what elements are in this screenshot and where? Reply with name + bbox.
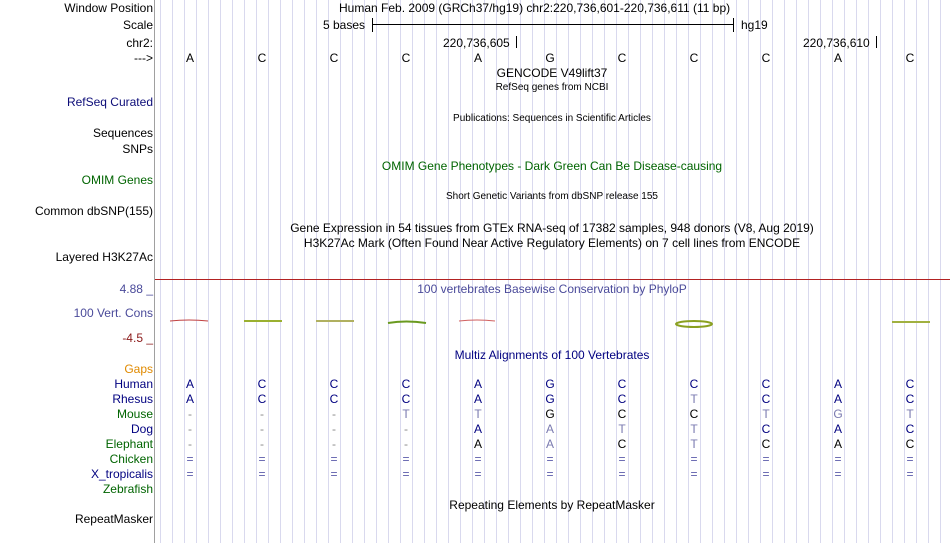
cons-mark-6	[676, 321, 712, 327]
alignment-base: =	[546, 467, 554, 481]
grid-line	[304, 0, 305, 543]
grid-line	[448, 0, 449, 543]
grid-line	[820, 0, 821, 543]
alignment-base: -	[404, 422, 408, 436]
alignment-base: C	[761, 377, 771, 391]
track-label-dbsnp[interactable]: Common dbSNP(155)	[34, 204, 153, 218]
grid-line	[652, 0, 653, 543]
track-label-refseq[interactable]: RefSeq Curated	[66, 95, 153, 109]
grid-line	[472, 0, 473, 543]
alignment-base: C	[689, 377, 699, 391]
alignment-base: =	[690, 452, 698, 466]
alignment-base: C	[401, 392, 411, 406]
alignment-base: =	[258, 467, 266, 481]
grid-line	[688, 0, 689, 543]
grid-line	[736, 0, 737, 543]
alignment-base: A	[833, 422, 843, 436]
alignment-base: =	[618, 467, 626, 481]
h3k27ac-baseline	[155, 279, 950, 280]
reference-base: C	[257, 51, 267, 65]
h3k27ac-track-title: H3K27Ac Mark (Often Found Near Active Regulatory Elements) on 7 cell lines from ENCODE	[303, 236, 801, 250]
alignment-base: =	[402, 452, 410, 466]
alignment-base: -	[332, 422, 336, 436]
alignment-base: G	[545, 392, 555, 406]
alignment-base: G	[545, 377, 555, 391]
grid-line	[628, 0, 629, 543]
alignment-base: T	[618, 422, 626, 436]
species-label[interactable]: Elephant	[105, 437, 153, 451]
alignment-base: C	[617, 437, 627, 451]
alignment-base: C	[257, 377, 267, 391]
alignment-base: A	[833, 437, 843, 451]
species-label[interactable]: X_tropicalis	[90, 467, 153, 481]
species-label[interactable]: Dog	[130, 422, 153, 436]
alignment-base: A	[833, 377, 843, 391]
alignment-base: T	[690, 422, 698, 436]
alignment-base: A	[545, 437, 555, 451]
alignment-base: =	[474, 467, 482, 481]
grid-line	[316, 0, 317, 543]
grid-line	[364, 0, 365, 543]
alignment-base: C	[905, 422, 915, 436]
alignment-base: =	[402, 467, 410, 481]
grid-line	[904, 0, 905, 543]
coordinate-label-1: 220,736,605	[443, 36, 510, 50]
window-position-text: Human Feb. 2009 (GRCh37/hg19) chr2:220,736,601-220,736,611 (11 bp)	[339, 1, 731, 15]
alignment-base: C	[761, 392, 771, 406]
alignment-base: C	[761, 437, 771, 451]
grid-line	[700, 0, 701, 543]
scale-bar-right-tick	[733, 18, 734, 32]
alignment-base: -	[332, 437, 336, 451]
alignment-base: =	[474, 452, 482, 466]
reference-base: G	[545, 51, 555, 65]
grid-line	[784, 0, 785, 543]
reference-base: A	[473, 51, 483, 65]
publications-track-title: Publications: Sequences in Scientific Articles	[453, 113, 651, 124]
grid-line	[256, 0, 257, 543]
grid-line	[292, 0, 293, 543]
gtex-track-title: Gene Expression in 54 tissues from GTEx RNA-seq of 17382 samples, 948 donors (V8, Aug 2019)	[290, 221, 814, 235]
assembly-label: hg19	[741, 18, 768, 32]
grid-line	[280, 0, 281, 543]
alignment-base: -	[332, 407, 336, 421]
alignment-base: =	[762, 467, 770, 481]
grid-line	[160, 0, 161, 543]
reference-base: C	[329, 51, 339, 65]
alignment-base: =	[906, 452, 914, 466]
grid-line	[172, 0, 173, 543]
alignment-base: A	[833, 392, 843, 406]
alignment-base: C	[905, 392, 915, 406]
alignment-base: C	[257, 392, 267, 406]
coordinate-tick-2	[876, 36, 877, 48]
alignment-base: =	[258, 452, 266, 466]
grid-line	[760, 0, 761, 543]
alignment-base: -	[260, 437, 264, 451]
alignment-base: T	[762, 407, 770, 421]
alignment-base: =	[834, 452, 842, 466]
label-window-position: Window Position	[64, 1, 153, 15]
grid-line	[232, 0, 233, 543]
grid-line	[724, 0, 725, 543]
alignment-base: -	[404, 437, 408, 451]
alignment-base: G	[833, 407, 843, 421]
grid-line	[484, 0, 485, 543]
grid-line	[616, 0, 617, 543]
alignment-base: C	[689, 407, 699, 421]
cons-scale-min: -4.5 _	[122, 331, 153, 345]
alignment-base: C	[617, 377, 627, 391]
alignment-base: C	[905, 437, 915, 451]
grid-line	[424, 0, 425, 543]
grid-line	[220, 0, 221, 543]
species-label[interactable]: Mouse	[116, 407, 153, 421]
alignment-base: =	[186, 467, 194, 481]
reference-base: C	[617, 51, 627, 65]
scale-bar-left-tick	[372, 18, 373, 32]
alignment-base: C	[761, 422, 771, 436]
species-label[interactable]: Chicken	[109, 452, 153, 466]
track-label-sequences[interactable]: Sequences	[92, 126, 153, 140]
scale-bar	[372, 24, 733, 25]
grid-line	[664, 0, 665, 543]
alignment-base: G	[545, 407, 555, 421]
cons-mark-5	[459, 320, 495, 321]
track-label-snps[interactable]: SNPs	[122, 142, 153, 156]
reference-base: A	[833, 51, 843, 65]
species-label[interactable]: Rhesus	[112, 392, 153, 406]
alignment-base: T	[474, 407, 482, 421]
coordinate-label-2: 220,736,610	[803, 36, 870, 50]
alignment-base: =	[186, 452, 194, 466]
grid-line	[772, 0, 773, 543]
alignment-base: A	[473, 392, 483, 406]
label-scale: Scale	[122, 18, 153, 32]
alignment-base: =	[546, 452, 554, 466]
grid-line	[640, 0, 641, 543]
grid-line	[712, 0, 713, 543]
coordinate-tick-1	[516, 36, 517, 48]
alignment-base: T	[906, 407, 914, 421]
grid-line	[892, 0, 893, 543]
grid-line	[460, 0, 461, 543]
refseq-track-title: RefSeq genes from NCBI	[495, 82, 609, 93]
grid-line	[340, 0, 341, 543]
reference-base: C	[905, 51, 915, 65]
track-label-gaps[interactable]: Gaps	[124, 362, 153, 376]
cons-mark-4	[388, 322, 426, 324]
alignment-base: C	[401, 377, 411, 391]
grid-line	[748, 0, 749, 543]
alignment-base: =	[618, 452, 626, 466]
reference-base: C	[401, 51, 411, 65]
alignment-base: A	[185, 392, 195, 406]
track-label-omim[interactable]: OMIM Genes	[81, 173, 153, 187]
alignment-base: C	[617, 407, 627, 421]
track-label-repeatmasker[interactable]: RepeatMasker	[74, 512, 153, 526]
grid-line	[916, 0, 917, 543]
alignment-base: C	[905, 377, 915, 391]
grid-line	[400, 0, 401, 543]
alignment-base: -	[188, 437, 192, 451]
grid-line	[880, 0, 881, 543]
alignment-base: =	[906, 467, 914, 481]
label-strand[interactable]: --->	[134, 51, 153, 65]
grid-line	[328, 0, 329, 543]
grid-line	[388, 0, 389, 543]
reference-base: C	[689, 51, 699, 65]
grid-line	[352, 0, 353, 543]
repeatmasker-track-title: Repeating Elements by RepeatMasker	[449, 498, 655, 512]
alignment-base: -	[260, 407, 264, 421]
grid-line	[856, 0, 857, 543]
alignment-base: =	[762, 452, 770, 466]
alignment-base: C	[617, 392, 627, 406]
grid-line	[184, 0, 185, 543]
grid-line	[868, 0, 869, 543]
label-divider	[154, 0, 155, 543]
grid-line	[208, 0, 209, 543]
grid-line	[244, 0, 245, 543]
omim-track-title: OMIM Gene Phenotypes - Dark Green Can Be Disease-causing	[381, 159, 723, 173]
reference-base: C	[761, 51, 771, 65]
grid-line	[940, 0, 941, 543]
grid-line	[676, 0, 677, 543]
species-label[interactable]: Zebrafish	[102, 482, 153, 496]
alignment-base: T	[690, 437, 698, 451]
species-label[interactable]: Human	[114, 377, 153, 391]
grid-line	[196, 0, 197, 543]
alignment-base: =	[690, 467, 698, 481]
scale-bar-label: 5 bases	[323, 18, 366, 32]
alignment-base: -	[260, 422, 264, 436]
alignment-base: C	[329, 392, 339, 406]
alignment-base: T	[690, 392, 698, 406]
grid-line	[796, 0, 797, 543]
alignment-base: =	[330, 467, 338, 481]
alignment-base: A	[473, 422, 483, 436]
conservation-plot	[0, 310, 950, 334]
grid-line	[268, 0, 269, 543]
alignment-base: A	[185, 377, 195, 391]
alignment-base: A	[473, 437, 483, 451]
cons-mark-1	[170, 320, 208, 321]
multiz-track-title: Multiz Alignments of 100 Vertebrates	[454, 348, 650, 362]
phylop-track-title: 100 vertebrates Basewise Conservation by PhyloP	[417, 282, 687, 296]
alignment-base: -	[188, 422, 192, 436]
reference-base: A	[185, 51, 195, 65]
label-chrom: chr2:	[126, 36, 153, 50]
dbsnp-track-title: Short Genetic Variants from dbSNP release 155	[446, 191, 658, 202]
grid-line	[844, 0, 845, 543]
alignment-base: =	[834, 467, 842, 481]
grid-line	[436, 0, 437, 543]
alignment-base: -	[188, 407, 192, 421]
alignment-base: A	[545, 422, 555, 436]
grid-line	[376, 0, 377, 543]
alignment-base: C	[329, 377, 339, 391]
grid-line	[832, 0, 833, 543]
alignment-base: =	[330, 452, 338, 466]
alignment-base: T	[402, 407, 410, 421]
alignment-base: A	[473, 377, 483, 391]
grid-line	[808, 0, 809, 543]
grid-line	[412, 0, 413, 543]
track-label-h3k27ac[interactable]: Layered H3K27Ac	[55, 250, 153, 264]
cons-scale-max: 4.88 _	[119, 282, 153, 296]
track-label-cons[interactable]: 100 Vert. Cons	[73, 306, 153, 320]
grid-line	[928, 0, 929, 543]
gencode-track-title: GENCODE V49lift37	[496, 66, 608, 80]
